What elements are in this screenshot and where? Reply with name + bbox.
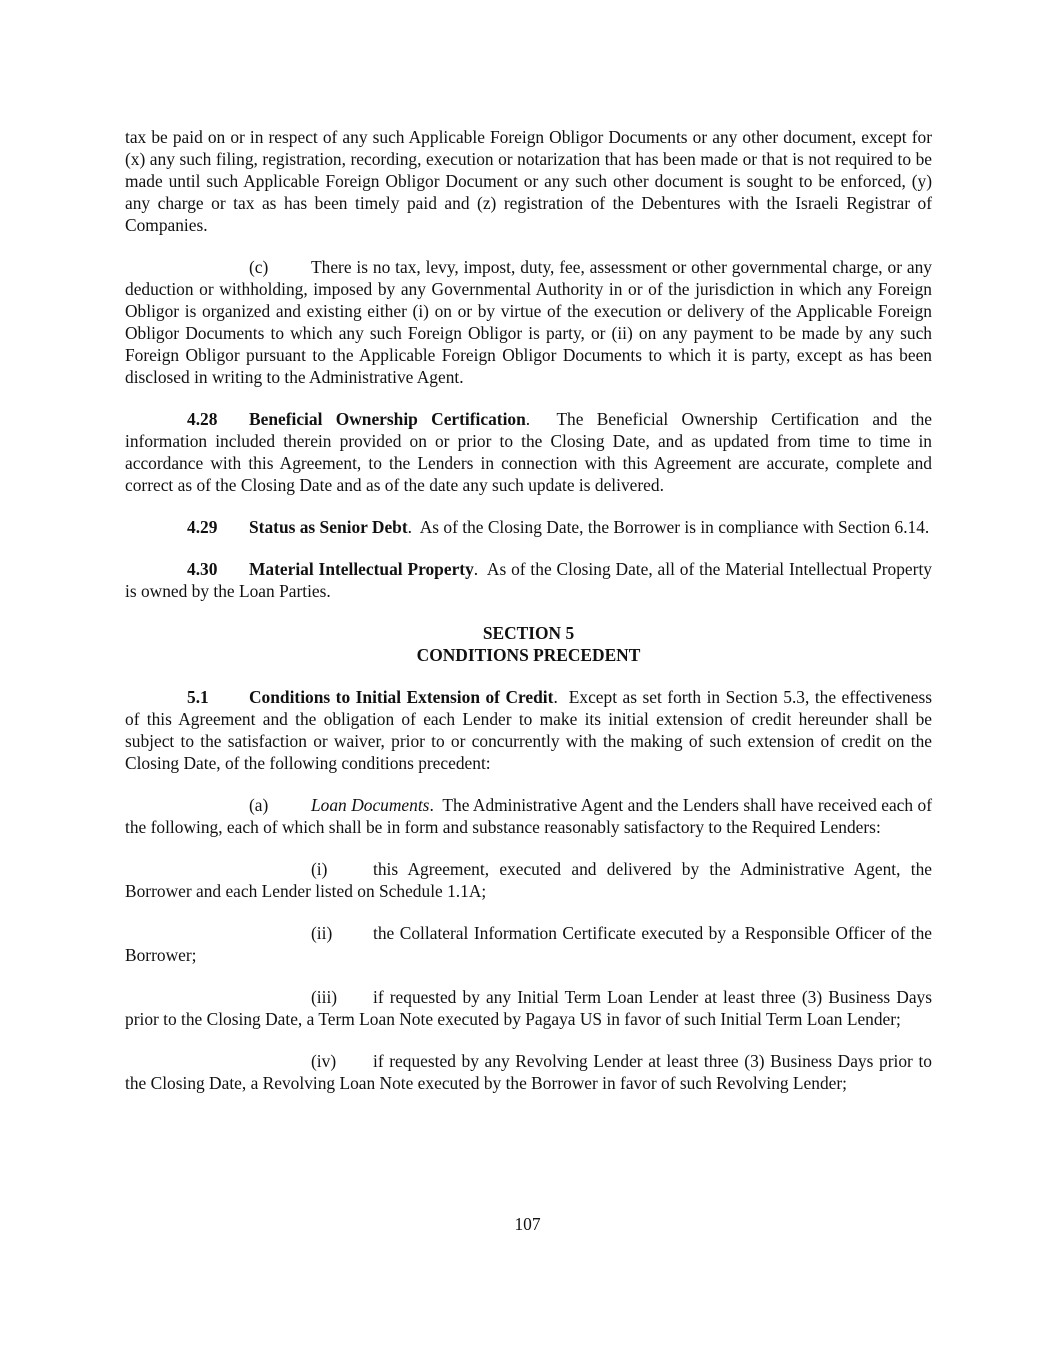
item-text: if requested by any Revolving Lender at least three (3) Business Days prior to the Closing Date, a Revolving Loan Note executed by the Borrower in favor of such Revolving Lender;	[125, 1051, 932, 1093]
section-number: 4.30	[187, 559, 218, 579]
section-title: Conditions to Initial Extension of Credit	[249, 687, 554, 707]
item-number: (ii)	[311, 923, 333, 943]
list-item	[125, 1050, 932, 1094]
item-number: (i)	[311, 859, 328, 879]
section-4-30: 4.30 Material Intellectual Property. As of the Closing Date, all of the Material Intellectual Property is owned by the Loan Parties.	[125, 559, 932, 601]
section-number: 5.1	[187, 687, 209, 707]
section-text: Except as set forth in Section 5.3, the effectiveness of this Agreement and the obligation of each Lender to make its initial extension of credit hereunder shall be subject to the satisfaction or waiver, prior to or concurrently with the making of such extension of credit on the Closing Date, of the following conditions precedent:	[125, 687, 933, 773]
continuation-paragraph: tax be paid on or in respect of any such Applicable Foreign Obligor Documents or any other document, except for (x) any such filing, registration, recording, execution or notarization that has been made or that is not required to be made until such Applicable Foreign Obligor Document or any such other document is sought to be enforced, (y) any charge or tax as has been timely paid and (z) registration of the Debentures with the Israeli Registrar of Companies.	[125, 127, 932, 235]
list-item	[125, 986, 932, 1030]
page-number: 107	[514, 1214, 541, 1234]
paragraph-text: There is no tax, levy, impost, duty, fee, assessment or other governmental charge, or any deduction or withholding, imposed by any Governmental Authority in or of the jurisdiction in which any Foreign Obligor is organized and existing either (i) on or by virtue of the execution or delivery of the Applicable Foreign Obligor Documents to which any such Foreign Obligor is party, or (ii) on any payment to be made by any such Foreign Obligor pursuant to the Applicable Foreign Obligor Documents to which it is party, except as has been disclosed in writing to the Administrative Agent.	[125, 257, 932, 387]
section-text: As of the Closing Date, all of the Material Intellectual Property is owned by the Loan Parties.	[125, 559, 932, 601]
section-title: Material Intellectual Property	[249, 559, 474, 579]
section-title: Beneficial Ownership Certification	[249, 409, 526, 429]
section-number: 4.29	[187, 517, 218, 537]
paragraph-title: Loan Documents	[311, 795, 430, 815]
item-text: if requested by any Initial Term Loan Lender at least three (3) Business Days prior to the Closing Date, a Term Loan Note executed by Pagaya US in favor of such Initial Term Loan Lender;	[125, 987, 932, 1029]
document-body	[125, 126, 932, 1114]
item-text: this Agreement, executed and delivered by the Administrative Agent, the Borrower and each Lender listed on Schedule 1.1A;	[125, 859, 932, 901]
section-5-heading	[125, 622, 932, 666]
section-heading-line2: CONDITIONS PRECEDENT	[416, 645, 641, 665]
section-4-29: 4.29 Status as Senior Debt. As of the Closing Date, the Borrower is in compliance with Section 6.14.	[187, 517, 930, 537]
paragraph-number: (c)	[249, 257, 269, 277]
item-number: (iii)	[311, 987, 338, 1007]
section-title: Status as Senior Debt	[249, 517, 408, 537]
section-heading-line1: SECTION 5	[482, 623, 575, 643]
section-5-1: 5.1 Conditions to Initial Extension of Credit. Except as set forth in Section 5.3, the effectiveness of this Agreement and the obligation of each Lender to make its initial extension of credit hereunder shall be subject to the satisfaction or waiver, prior to or concurrently with the making of such extension of credit on the Closing Date, of the following conditions precedent:	[125, 687, 933, 773]
item-number: (iv)	[311, 1051, 337, 1071]
section-text: As of the Closing Date, the Borrower is in compliance with Section 6.14.	[419, 517, 930, 537]
list-item	[125, 922, 932, 966]
section-text: The Beneficial Ownership Certification and the information included therein provided on or prior to the Closing Date, and as updated from time to time in accordance with this Agreement, to the Lenders in connection with this Agreement are accurate, complete and correct as of the Closing Date and as of the date any such update is delivered.	[125, 409, 932, 495]
list-item	[125, 858, 932, 902]
section-4-28: 4.28 Beneficial Ownership Certification. The Beneficial Ownership Certification and the information included therein provided on or prior to the Closing Date, and as updated from time to time in accordance with this Agreement, to the Lenders in connection with this Agreement are accurate, complete and correct as of the Closing Date and as of the date any such update is delivered.	[125, 409, 932, 495]
section-5-1-a: (a) Loan Documents. The Administrative Agent and the Lenders shall have received each of the following, each of which shall be in form and substance reasonably satisfactory to the Required Lenders:	[125, 795, 932, 837]
paragraph-c	[125, 256, 932, 388]
paragraph-text: The Administrative Agent and the Lenders shall have received each of the following, each of which shall be in form and substance reasonably satisfactory to the Required Lenders:	[125, 795, 932, 837]
section-number: 4.28	[187, 409, 218, 429]
paragraph-number: (a)	[249, 795, 269, 815]
item-text: the Collateral Information Certificate executed by a Responsible Officer of the Borrower;	[125, 923, 932, 965]
